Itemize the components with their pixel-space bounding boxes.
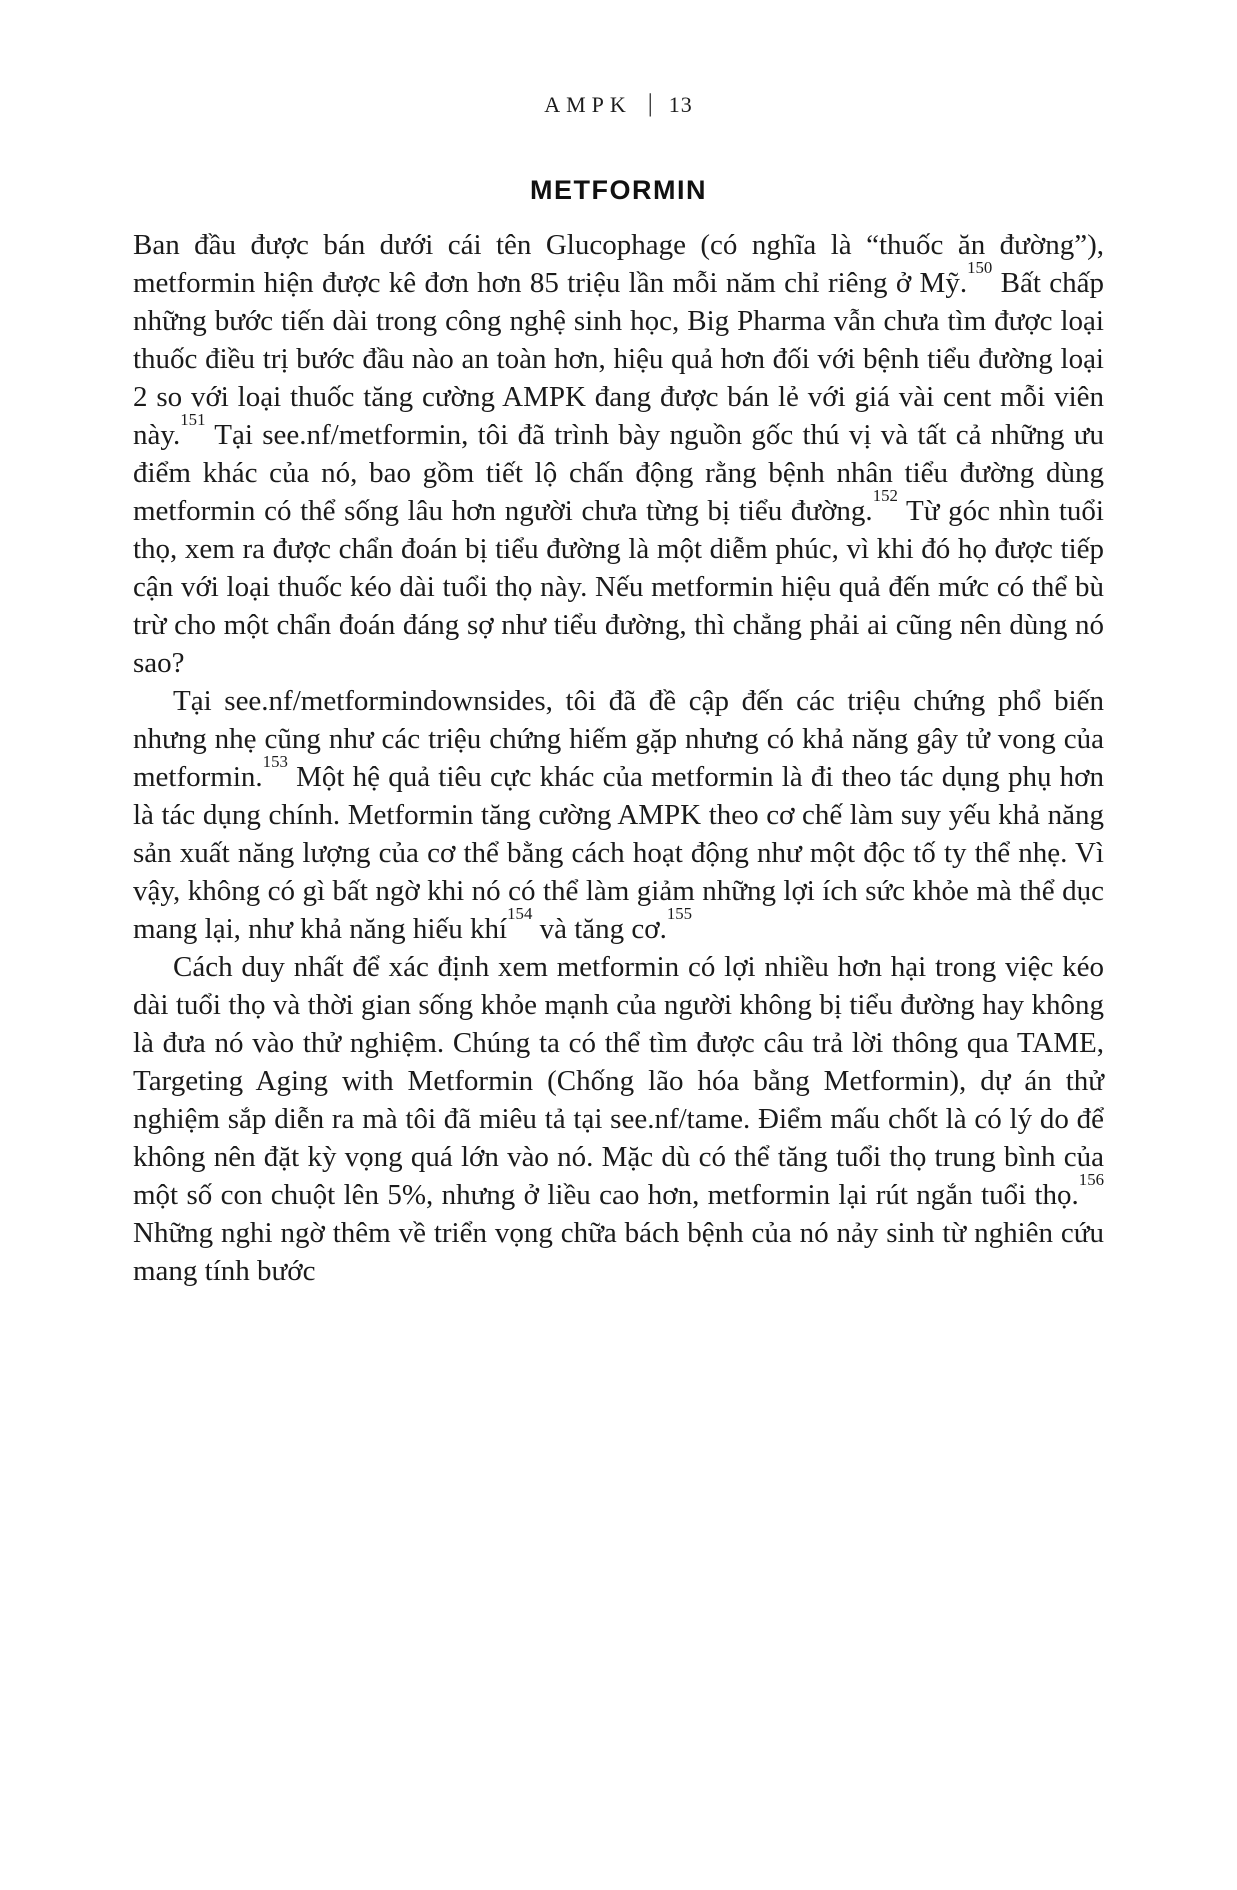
text-run: Ban đầu được bán dưới cái tên Glucophage (có nghĩa là “thuốc ăn đường”), metformin hiện được kê đơn hơn 85 triệu lần mỗi năm chỉ riêng ở Mỹ. <box>133 229 1104 299</box>
paragraph <box>133 948 1104 1290</box>
text-run: Những nghi ngờ thêm về triển vọng chữa bách bệnh của nó nảy sinh từ nghiên cứu mang tính bước <box>133 1217 1104 1287</box>
text-run: Bất chấp những bước tiến dài trong công nghệ sinh học, Big Pharma vẫn chưa tìm được loại thuốc điều trị bước đầu nào an toàn hơn, hiệu quả hơn đối với bệnh tiểu đường loại 2 so với loại thuốc tăng cường AMPK đang được bán lẻ với giá vài cent mỗi viên này. <box>133 267 1105 451</box>
page-number: 13 <box>668 92 693 117</box>
footnote-reference: 154 <box>507 904 533 924</box>
text-run: và tăng cơ. <box>532 913 667 945</box>
body-text <box>133 226 1104 1290</box>
footnote-reference: 153 <box>262 752 288 772</box>
text-run: Một hệ quả tiêu cực khác của metformin là đi theo tác dụng phụ hơn là tác dụng chính. Metformin tăng cường AMPK theo cơ chế làm suy yếu khả năng sản xuất năng lượng của cơ thể bằng cách hoạt động như một độc tố ty thể nhẹ. Vì vậy, không có gì bất ngờ khi nó có thể làm giảm những lợi ích sức khỏe mà thể dục mang lại, như khả năng hiếu khí <box>133 761 1104 945</box>
running-title: AMPK <box>544 92 632 117</box>
text-run: Tại see.nf/metformin, tôi đã trình bày nguồn gốc thú vị và tất cả những ưu điểm khác của nó, bao gồm tiết lộ chấn động rằng bệnh nhân tiểu đường dùng metformin có thể sống lâu hơn người chưa từng bị tiểu đường. <box>133 419 1104 527</box>
footnote-reference: 150 <box>967 258 993 278</box>
footnote-reference: 152 <box>872 486 898 506</box>
text-run: Tại see.nf/metformindownsides, tôi đã đề cập đến các triệu chứng phổ biến nhưng nhẹ cũng như các triệu chứng hiếm gặp nhưng có khả năng gây tử vong của metformin. <box>133 685 1104 793</box>
text-run: Cách duy nhất để xác định xem metformin có lợi nhiều hơn hại trong việc kéo dài tuổi thọ và thời gian sống khỏe mạnh của người không bị tiểu đường hay không là đưa nó vào thử nghiệm. Chúng ta có thể tìm được câu trả lời thông qua TAME, Targeting Aging with Metformin (Chống lão hóa bằng Metformin), dự án thử nghiệm sắp diễn ra mà tôi đã miêu tả tại see.nf/tame. Điểm mấu chốt là có lý do để không nên đặt kỳ vọng quá lớn vào nó. Mặc dù có thể tăng tuổi thọ trung bình của một số con chuột lên 5%, nhưng ở liều cao hơn, metformin lại rút ngắn tuổi thọ. <box>133 951 1104 1211</box>
text-run: Từ góc nhìn tuổi thọ, xem ra được chẩn đoán bị tiểu đường là một diễm phúc, vì khi đó họ được tiếp cận với loại thuốc kéo dài tuổi thọ này. Nếu metformin hiệu quả đến mức có thể bù trừ cho một chẩn đoán đáng sợ như tiểu đường, thì chẳng phải ai cũng nên dùng nó sao? <box>133 495 1104 679</box>
footnote-reference: 155 <box>666 904 693 924</box>
footnote-reference: 151 <box>180 410 206 430</box>
section-heading: METFORMIN <box>530 175 707 205</box>
header-separator: | <box>647 90 653 117</box>
paragraph <box>133 682 1104 948</box>
paragraph <box>133 226 1104 682</box>
footnote-reference: 156 <box>1078 1170 1104 1190</box>
running-header <box>133 92 1104 118</box>
